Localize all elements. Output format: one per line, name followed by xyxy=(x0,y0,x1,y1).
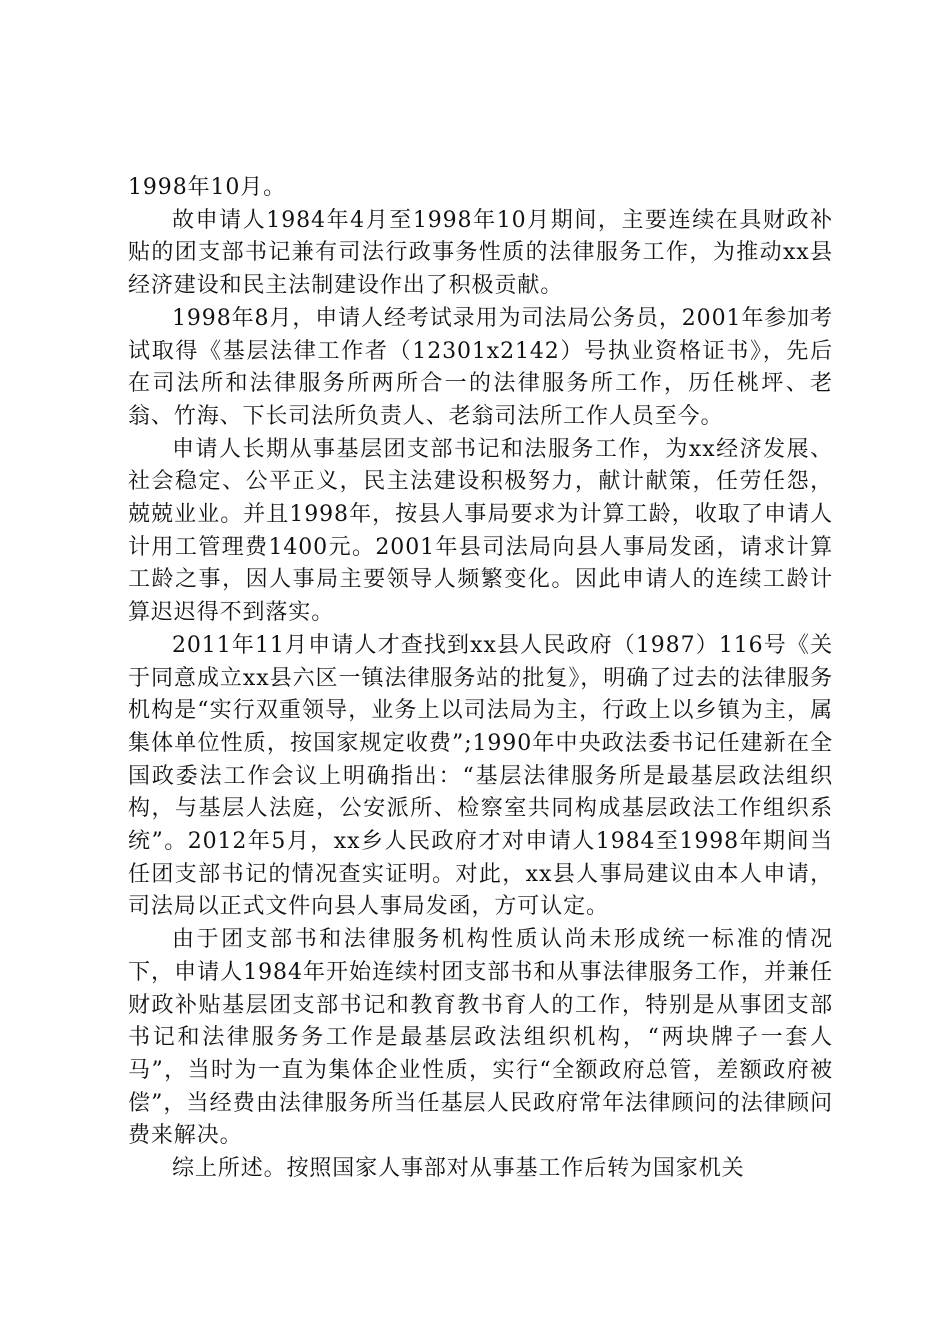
paragraph-civil-servant: 1998年8月，申请人经考试录用为司法局公务员，2001年参加考试取得《基层法律工作者（12301x2142）号执业资格证书》，先后在司法所和法律服务所两所合一的法律服务所工作，历任桃坪、老翁、竹海、下长司法所负责人、老翁司法所工作人员至今。 xyxy=(128,305,833,429)
paragraph-date-continuation: 1998年10月。 xyxy=(128,175,287,200)
paragraph-institution-nature: 由于团支部书和法律服务机构性质认尚未形成统一标准的情况下，申请人1984年开始连续村团支部书和从事法律服务工作，并兼任财政补贴基层团支部书记和教育教书育人的工作，特别是从事团支部书记和法律服务务工作是最基层政法组织机构，“两块牌子一套人马”，当时为一直为集体企业性质，实行“全额政府总管，差额政府被偿”，当经费由法律服务所当任基层人民政府常年法律顾问的法律顾问费来解决。 xyxy=(128,927,833,1149)
paragraph-long-term-work: 申请人长期从事基层团支部书记和法服务工作，为xx经济发展、社会稳定、公平正义，民主法建设积极努力，献计献策，任劳任怨，兢兢业业。并且1998年，按县人事局要求为计算工龄，收取了申请人计用工管理费1400元。2001年县司法局向县人事局发函，请求计算工龄之事，因人事局主要领导人频繁变化。因此申请人的连续工龄计算迟迟得不到落实。 xyxy=(128,436,833,626)
paragraph-government-reply: 2011年11月申请人才查找到xx县人民政府（1987）116号《关于同意成立xx县六区一镇法律服务站的批复》，明确了过去的法律服务机构是“实行双重领导，业务上以司法局为主，行政上以乡镇为主，属集体单位性质，按国家规定收费”;1990年中央政法委书记任建新在全国政委法工作会议上明确指出：“基层法律服务所是最基层政法组织构，与基层人法庭，公安派所、检察室共同构成基层政法工作组织系统”。2012年5月，xx乡人民政府才对申请人1984至1998年期间当任团支部书记的情况查实证明。对此，xx县人事局建议由本人申请，司法局以正式文件向县人事局发函，方可认定。 xyxy=(128,632,833,920)
document-body xyxy=(128,172,833,1186)
paragraph-conclusion: 综上所述。按照国家人事部对从事基工作后转为国家机关 xyxy=(172,1156,745,1182)
paragraph-service-period: 故申请人1984年4月至1998年10月期间，主要连续在具财政补贴的团支部书记兼有司法行政事务性质的法律服务工作，为推动xx县经济建设和民主法制建设作出了积极贡献。 xyxy=(128,207,833,299)
